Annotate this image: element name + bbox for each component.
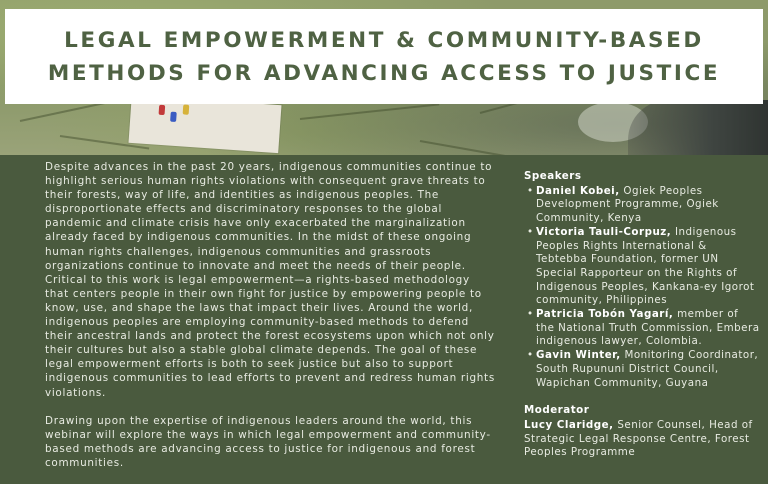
speaker-detail: Ogiek Peoples Development Programme, Ogiek Community, Kenya bbox=[536, 184, 719, 225]
moderator-name: Lucy Claridge, bbox=[524, 418, 614, 431]
description-paragraph-2: Drawing upon the expertise of indigenous leaders around the world, this webinar will explore the ways in which legal empowerment and community-based methods are advancing access to justice for indigenous and forest communities. bbox=[45, 414, 491, 469]
description-column bbox=[45, 160, 495, 484]
speaker-detail: member of the National Truth Commission, Embera indigenous lawyer, Colombia. bbox=[536, 308, 760, 348]
speaker-name: Daniel Kobei, bbox=[536, 184, 620, 197]
bullet: • bbox=[527, 184, 534, 197]
speaker-list bbox=[524, 185, 760, 391]
moderator-heading: Moderator bbox=[524, 404, 590, 417]
title-line-1: LEGAL EMPOWERMENT & COMMUNITY-BASED bbox=[64, 27, 704, 53]
photo-dark-object bbox=[628, 100, 768, 155]
grass-blade bbox=[300, 103, 439, 120]
bullet: • bbox=[527, 225, 534, 238]
paper-mark bbox=[170, 112, 177, 122]
content-panel bbox=[0, 155, 768, 469]
speakers-heading: Speakers bbox=[524, 170, 582, 182]
speaker-item bbox=[524, 349, 760, 390]
speaker-detail: Indigenous Peoples Rights International & Tebtebba Foundation, former UN Special Rapporteur on the Rights of Indigenous Peoples, Kankana-ey Igorot community, Philippines bbox=[536, 225, 755, 307]
paper-mark bbox=[159, 105, 166, 115]
description-paragraph-1: Despite advances in the past 20 years, indigenous communities continue to highlight serious human rights violations with consequent grave threats to their forests, way of life, and identities as indigenous peoples. The disproportionate effects and discriminatory responses to the global pandemic and climate crisis have only exacerbated the marginalization already faced by indigenous communities. In the midst of these ongoing human rights challenges, indigenous communities and grassroots organizations continue to innovate and meet the needs of their people. Critical to this work is legal empowerment—a rights-based methodology that centers people in their own fight for justice by empowering people to know, use, and shape the laws that impact their lives. Around the world, indigenous peoples are employing community-based methods to defend their ancestral lands and protect the forest ecosystems upon which not only their cultures but also a stable global climate depends. The goal of these legal empowerment efforts is both to seek justice but also to support indigenous communities to lead efforts to prevent and redress human rights violations. bbox=[45, 161, 495, 399]
speaker-name: Victoria Tauli-Corpuz, bbox=[536, 225, 672, 238]
moderator-block bbox=[524, 404, 760, 460]
moderator-detail: Senior Counsel, Head of Strategic Legal Response Centre, Forest Peoples Programme bbox=[524, 418, 753, 459]
speaker-name: Gavin Winter, bbox=[536, 349, 621, 362]
header-photo bbox=[0, 0, 768, 155]
bullet: • bbox=[527, 349, 534, 362]
speaker-detail: Monitoring Coordinator, South Rupununi District Council, Wapichan Community, Guyana bbox=[536, 349, 759, 389]
title-banner bbox=[5, 9, 763, 104]
speaker-item bbox=[524, 185, 760, 226]
bullet: • bbox=[527, 308, 534, 321]
title-line-2: METHODS FOR ADVANCING ACCESS TO JUSTICE bbox=[47, 60, 721, 86]
speaker-item bbox=[524, 226, 760, 308]
speaker-item bbox=[524, 308, 760, 349]
moderator-entry bbox=[524, 419, 760, 460]
speakers-column bbox=[524, 170, 760, 460]
speaker-name: Patricia Tobón Yagarí, bbox=[536, 308, 674, 321]
paper-mark bbox=[183, 104, 190, 114]
